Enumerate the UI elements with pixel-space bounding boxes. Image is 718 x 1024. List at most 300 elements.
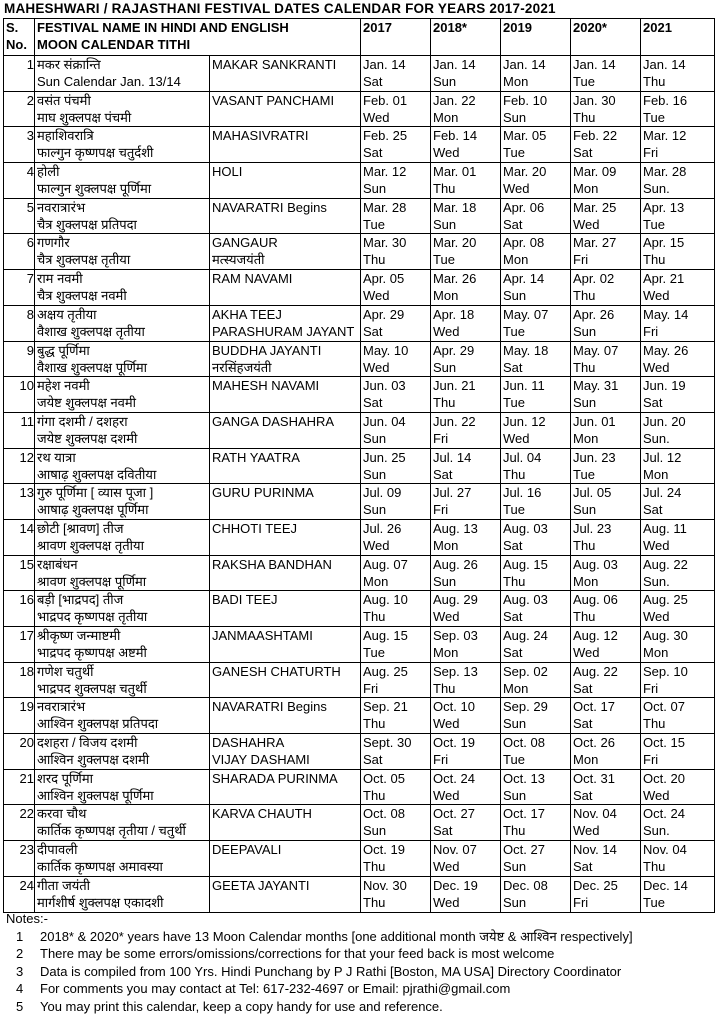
- date-cell: [431, 627, 501, 663]
- date-value: Apr. 26: [573, 306, 615, 322]
- festival-english-cell: [210, 591, 361, 627]
- festival-hindi-cell: [35, 662, 210, 698]
- festival-english-name: GANGA DASHAHRA: [212, 413, 335, 429]
- table-row: [4, 448, 715, 484]
- weekday-value: Mon: [573, 430, 599, 446]
- date-value: Apr. 08: [503, 235, 545, 251]
- date-cell: [571, 448, 641, 484]
- date-value: Aug. 15: [363, 628, 408, 643]
- date-cell: [431, 270, 501, 306]
- festival-english-name: RAKSHA BANDHAN: [212, 556, 332, 572]
- weekday-value: Sun: [503, 288, 527, 304]
- weekday-value: Fri: [643, 323, 659, 339]
- festival-hindi-cell: [35, 698, 210, 734]
- date-cell: [641, 56, 715, 92]
- weekday-value: Sun: [573, 395, 597, 411]
- weekday-value: Wed: [643, 288, 670, 304]
- date-value: Aug. 11: [643, 520, 687, 536]
- date-value: Apr. 29: [363, 306, 405, 322]
- festival-english-name: NAVARATRI Begins: [212, 199, 327, 215]
- note-number: 2: [16, 946, 24, 961]
- weekday-value: Fri: [433, 752, 449, 768]
- serial-number: 14: [4, 519, 35, 555]
- festival-english-cell: [210, 734, 361, 770]
- date-value: Jul. 05: [573, 485, 612, 501]
- date-cell: [431, 591, 501, 627]
- date-value: Oct. 27: [433, 806, 475, 822]
- date-cell: [361, 341, 431, 377]
- date-value: Jun. 23: [573, 449, 616, 465]
- date-cell: [501, 662, 571, 698]
- weekday-value: Tue: [573, 74, 595, 89]
- serial-number: 19: [4, 698, 35, 734]
- festival-english-cell: [210, 198, 361, 234]
- date-value: May. 10: [363, 342, 409, 358]
- weekday-value: Wed: [433, 894, 460, 910]
- date-cell: [431, 876, 501, 912]
- table-row: [4, 56, 715, 92]
- date-value: Mar. 01: [433, 164, 477, 180]
- weekday-value: Fri: [433, 502, 449, 518]
- festival-english-cell: [210, 127, 361, 163]
- date-cell: [431, 91, 501, 127]
- festival-hindi-name: श्रीकृष्ण जन्माष्टमी: [37, 628, 121, 643]
- date-value: Aug. 24: [503, 628, 548, 643]
- weekday-value: Sun: [503, 787, 527, 803]
- festival-english-name: MAHASIVRATRI: [212, 128, 309, 144]
- date-value: Nov. 30: [363, 877, 407, 893]
- date-cell: [361, 163, 431, 199]
- date-cell: [501, 555, 571, 591]
- table-row: [4, 591, 715, 627]
- moon-calendar-tithi: चैत्र शुक्लपक्ष तृतीया: [37, 252, 131, 268]
- moon-calendar-tithi: भाद्रपद कृष्णपक्ष तृतीया: [37, 609, 148, 625]
- date-cell: [501, 448, 571, 484]
- date-cell: [431, 56, 501, 92]
- date-value: Jan. 22: [433, 92, 476, 108]
- date-cell: [641, 448, 715, 484]
- date-cell: [501, 56, 571, 92]
- festival-hindi-name: बड़ी [भाद्रपद] तीज: [37, 592, 124, 608]
- serial-number: 16: [4, 591, 35, 627]
- date-cell: [431, 163, 501, 199]
- table-row: [4, 662, 715, 698]
- festival-alt-name: VIJAY DASHAMI: [212, 752, 310, 768]
- date-value: Oct. 19: [433, 735, 475, 751]
- date-value: May. 31: [573, 378, 619, 394]
- date-cell: [641, 341, 715, 377]
- notes-list: [6, 928, 633, 1016]
- date-cell: [361, 555, 431, 591]
- date-value: Apr. 06: [503, 199, 545, 215]
- weekday-value: Sun: [433, 359, 457, 375]
- weekday-value: Sat: [433, 466, 453, 482]
- festival-english-name: JANMAASHTAMI: [212, 628, 313, 643]
- table-row: [4, 91, 715, 127]
- date-value: Oct. 24: [433, 770, 475, 786]
- date-value: Aug. 22: [643, 556, 688, 572]
- date-value: Aug. 22: [573, 663, 618, 679]
- date-value: Jun. 04: [363, 413, 406, 429]
- festival-hindi-cell: [35, 876, 210, 912]
- date-value: Sep. 13: [433, 663, 478, 679]
- weekday-value: Sun: [573, 323, 597, 339]
- date-value: Jul. 12: [643, 449, 682, 465]
- weekday-value: Thu: [573, 359, 596, 375]
- header-row: [4, 19, 715, 56]
- serial-number: 1: [4, 56, 35, 92]
- date-cell: [571, 412, 641, 448]
- festival-hindi-name: बुद्ध पूर्णिमा: [37, 342, 90, 358]
- date-value: Apr. 21: [643, 271, 685, 287]
- weekday-value: Sat: [363, 145, 383, 161]
- moon-calendar-tithi: कार्तिक कृष्णपक्ष अमावस्या: [37, 859, 163, 875]
- festival-hindi-cell: [35, 341, 210, 377]
- weekday-value: Thu: [573, 537, 596, 553]
- date-cell: [361, 198, 431, 234]
- weekday-value: Fri: [573, 252, 589, 268]
- date-value: Aug. 12: [573, 628, 618, 643]
- date-value: Sep. 03: [433, 628, 478, 643]
- table-row: [4, 734, 715, 770]
- weekday-value: Sat: [433, 823, 453, 839]
- date-cell: [571, 734, 641, 770]
- moon-calendar-tithi: वैशाख शुक्लपक्ष तृतीया: [37, 323, 145, 339]
- table-row: [4, 270, 715, 306]
- date-value: Jan. 14: [503, 57, 546, 72]
- festival-english-name: KARVA CHAUTH: [212, 806, 312, 822]
- date-cell: [641, 234, 715, 270]
- date-value: Jul. 27: [433, 485, 472, 501]
- date-cell: [571, 56, 641, 92]
- table-row: [4, 841, 715, 877]
- note-number: 5: [16, 998, 24, 1014]
- note-number: 3: [16, 963, 24, 979]
- weekday-value: Sat: [503, 359, 523, 375]
- festival-hindi-name: महाशिवरात्रि: [37, 128, 94, 144]
- header-serial-no: S. No.: [4, 19, 35, 56]
- festival-hindi-name: नवरात्रारंभ: [37, 199, 86, 215]
- date-value: Dec. 19: [433, 877, 478, 893]
- festival-hindi-cell: [35, 234, 210, 270]
- weekday-value: Thu: [433, 181, 456, 197]
- festival-english-name: GANGAUR: [212, 235, 278, 251]
- moon-calendar-tithi: श्रावण शुक्लपक्ष पूर्णिमा: [37, 573, 147, 589]
- serial-number: 12: [4, 448, 35, 484]
- date-cell: [501, 769, 571, 805]
- festival-english-name: DEEPAVALI: [212, 842, 282, 858]
- date-cell: [431, 198, 501, 234]
- date-cell: [641, 127, 715, 163]
- moon-calendar-tithi: माघ शुक्लपक्ष पंचमी: [37, 109, 132, 125]
- festival-hindi-cell: [35, 484, 210, 520]
- weekday-value: Wed: [503, 181, 530, 197]
- festival-hindi-cell: [35, 841, 210, 877]
- festival-english-name: MAKAR SANKRANTI: [212, 57, 337, 72]
- date-value: Mar. 12: [363, 164, 407, 180]
- serial-number: 11: [4, 412, 35, 448]
- date-value: Nov. 07: [433, 842, 477, 858]
- weekday-value: Wed: [643, 787, 670, 803]
- note-text: 2018* & 2020* years have 13 Moon Calendar months [one additional month जयेष्ट & आश्विन respectively]: [40, 928, 633, 944]
- date-cell: [361, 127, 431, 163]
- date-cell: [571, 591, 641, 627]
- weekday-value: Mon: [503, 680, 529, 696]
- date-value: Feb. 10: [503, 92, 548, 108]
- date-cell: [501, 841, 571, 877]
- date-value: Jul. 23: [573, 520, 612, 536]
- weekday-value: Thu: [363, 716, 386, 732]
- festival-english-name: GANESH CHATURTH: [212, 663, 341, 679]
- moon-calendar-tithi: आषाढ़ शुक्लपक्ष पूर्णिमा: [37, 502, 149, 518]
- header-year-2019: 2019: [501, 19, 571, 56]
- weekday-value: Tue: [643, 894, 665, 910]
- date-cell: [361, 734, 431, 770]
- weekday-value: Sat: [503, 537, 523, 553]
- weekday-value: Thu: [363, 787, 386, 803]
- weekday-value: Sat: [503, 609, 523, 625]
- festival-hindi-name: वसंत पंचमी: [37, 92, 91, 108]
- festival-english-cell: [210, 555, 361, 591]
- weekday-value: Fri: [643, 680, 659, 696]
- weekday-value: Fri: [433, 430, 449, 446]
- date-value: Aug. 03: [503, 520, 548, 536]
- table-row: [4, 377, 715, 413]
- moon-calendar-tithi: आषाढ़ शुक्लपक्ष दवितीया: [37, 466, 157, 482]
- note-text: For comments you may contact at Tel: 617-232-4697 or Email: pjrathi@gmail.com: [40, 981, 511, 996]
- festival-hindi-name: दशहरा / विजय दशमी: [37, 735, 138, 751]
- date-value: May. 18: [503, 342, 549, 358]
- date-value: Aug. 06: [573, 592, 618, 608]
- moon-calendar-tithi: मार्गशीर्ष शुक्लपक्ष एकादशी: [37, 894, 164, 910]
- festival-english-cell: [210, 91, 361, 127]
- weekday-value: Wed: [573, 645, 600, 660]
- date-value: May. 26: [643, 342, 689, 358]
- festival-hindi-name: छोटी [श्रावण] तीज: [37, 520, 124, 536]
- weekday-value: Mon: [433, 109, 459, 125]
- header-year-2020: 2020*: [571, 19, 641, 56]
- serial-number: 3: [4, 127, 35, 163]
- date-value: Oct. 08: [363, 806, 405, 822]
- weekday-value: Sun: [363, 466, 387, 482]
- date-cell: [501, 198, 571, 234]
- serial-number: 8: [4, 305, 35, 341]
- festival-hindi-cell: [35, 769, 210, 805]
- date-cell: [571, 305, 641, 341]
- weekday-value: Wed: [363, 288, 390, 304]
- date-cell: [431, 841, 501, 877]
- date-cell: [361, 769, 431, 805]
- moon-calendar-tithi: भाद्रपद शुक्लपक्ष चतुर्थी: [37, 680, 147, 696]
- weekday-value: Wed: [363, 109, 390, 125]
- weekday-value: Sat: [503, 645, 523, 660]
- weekday-value: Sat: [573, 787, 593, 803]
- date-cell: [571, 769, 641, 805]
- date-value: Feb. 01: [363, 92, 408, 108]
- date-cell: [431, 341, 501, 377]
- date-cell: [431, 805, 501, 841]
- weekday-value: Thu: [573, 288, 596, 304]
- weekday-value: Sun: [503, 859, 527, 875]
- weekday-value: Mon: [503, 252, 529, 268]
- date-value: Apr. 29: [433, 342, 475, 358]
- festival-english-name: GURU PURINMA: [212, 485, 314, 501]
- weekday-value: Thu: [573, 109, 596, 125]
- header-year-2017: 2017: [361, 19, 431, 56]
- weekday-value: Thu: [503, 573, 526, 589]
- date-value: Oct. 19: [363, 842, 405, 858]
- date-value: Jun. 01: [573, 413, 616, 429]
- festival-english-cell: [210, 769, 361, 805]
- date-value: Jul. 14: [433, 449, 472, 465]
- weekday-value: Thu: [643, 716, 666, 732]
- date-value: Aug. 03: [503, 592, 548, 608]
- date-cell: [431, 448, 501, 484]
- festival-english-name: BUDDHA JAYANTI: [212, 342, 322, 358]
- festival-hindi-name: करवा चौथ: [37, 806, 87, 822]
- date-cell: [361, 270, 431, 306]
- weekday-value: Fri: [573, 894, 589, 910]
- date-cell: [571, 234, 641, 270]
- date-cell: [571, 270, 641, 306]
- weekday-value: Mon: [503, 74, 529, 89]
- serial-number: 20: [4, 734, 35, 770]
- weekday-value: Mon: [363, 573, 389, 589]
- serial-number: 18: [4, 662, 35, 698]
- festival-hindi-cell: [35, 56, 210, 92]
- date-value: Jun. 20: [643, 413, 686, 429]
- serial-number: 2: [4, 91, 35, 127]
- festival-hindi-cell: [35, 91, 210, 127]
- festival-alt-name: नरसिंहजयंती: [212, 359, 272, 375]
- date-value: Oct. 26: [573, 735, 615, 751]
- notes-label: Notes:-: [6, 911, 48, 926]
- date-cell: [361, 377, 431, 413]
- date-cell: [571, 698, 641, 734]
- weekday-value: Wed: [643, 537, 670, 553]
- serial-number: 7: [4, 270, 35, 306]
- date-value: Jun. 22: [433, 413, 476, 429]
- date-value: Mar. 20: [433, 235, 477, 251]
- date-value: Mar. 30: [363, 235, 407, 251]
- weekday-value: Wed: [643, 609, 670, 625]
- date-cell: [641, 627, 715, 663]
- date-value: Jul. 26: [363, 520, 402, 536]
- table-row: [4, 555, 715, 591]
- weekday-value: Sat: [573, 145, 593, 161]
- festival-english-cell: [210, 876, 361, 912]
- serial-number: 17: [4, 627, 35, 663]
- date-value: Dec. 08: [503, 877, 548, 893]
- date-cell: [361, 56, 431, 92]
- festival-hindi-cell: [35, 163, 210, 199]
- weekday-value: Sat: [573, 716, 593, 732]
- date-cell: [641, 555, 715, 591]
- weekday-value: Sun.: [643, 573, 670, 589]
- moon-calendar-tithi: कार्तिक कृष्णपक्ष तृतीया / चतुर्थी: [37, 823, 186, 839]
- moon-calendar-tithi: भाद्रपद कृष्णपक्ष अष्टमी: [37, 645, 147, 660]
- weekday-value: Mon: [573, 181, 599, 197]
- date-cell: [501, 591, 571, 627]
- weekday-value: Wed: [503, 430, 530, 446]
- date-cell: [571, 163, 641, 199]
- date-cell: [361, 305, 431, 341]
- festival-english-cell: [210, 270, 361, 306]
- weekday-value: Tue: [643, 109, 665, 125]
- serial-number: 22: [4, 805, 35, 841]
- date-cell: [501, 377, 571, 413]
- weekday-value: Thu: [363, 252, 386, 268]
- date-cell: [361, 591, 431, 627]
- date-value: Jun. 03: [363, 378, 406, 394]
- festival-english-cell: [210, 662, 361, 698]
- date-value: Apr. 05: [363, 271, 405, 287]
- date-value: Feb. 16: [643, 92, 688, 108]
- serial-number: 10: [4, 377, 35, 413]
- festival-english-cell: [210, 627, 361, 663]
- date-cell: [571, 555, 641, 591]
- date-value: Mar. 26: [433, 271, 477, 287]
- date-cell: [641, 377, 715, 413]
- date-cell: [501, 305, 571, 341]
- date-cell: [361, 412, 431, 448]
- weekday-value: Mon: [643, 645, 669, 660]
- date-value: Aug. 25: [643, 592, 688, 608]
- festival-hindi-cell: [35, 412, 210, 448]
- festival-hindi-cell: [35, 734, 210, 770]
- date-value: Jan. 14: [433, 57, 476, 72]
- festival-english-cell: [210, 163, 361, 199]
- date-value: Mar. 05: [503, 128, 547, 144]
- date-value: Apr. 13: [643, 199, 685, 215]
- date-cell: [501, 341, 571, 377]
- date-value: Oct. 24: [643, 806, 685, 822]
- date-value: Aug. 26: [433, 556, 478, 572]
- notes-section: [6, 910, 633, 1015]
- date-cell: [431, 698, 501, 734]
- note-text: There may be some errors/omissions/corrections for that your feed back is most welcome: [40, 946, 555, 961]
- date-value: Mar. 25: [573, 199, 617, 215]
- weekday-value: Sat: [573, 859, 593, 875]
- weekday-value: Wed: [363, 537, 390, 553]
- festival-hindi-cell: [35, 805, 210, 841]
- festival-hindi-name: गणेश चतुर्थी: [37, 663, 94, 679]
- weekday-value: Thu: [363, 859, 386, 875]
- date-cell: [361, 91, 431, 127]
- festival-hindi-name: गंगा दशमी / दशहरा: [37, 413, 128, 429]
- date-value: Feb. 22: [573, 128, 618, 144]
- date-value: Jul. 24: [643, 485, 682, 501]
- weekday-value: Fri: [643, 752, 659, 768]
- date-value: Sept. 30: [363, 735, 412, 751]
- moon-calendar-tithi: आश्विन शुक्लपक्ष पूर्णिमा: [37, 787, 154, 803]
- date-value: Oct. 07: [643, 699, 685, 715]
- date-cell: [501, 519, 571, 555]
- serial-number: 9: [4, 341, 35, 377]
- festival-english-cell: [210, 377, 361, 413]
- festival-english-name: AKHA TEEJ: [212, 306, 282, 322]
- weekday-value: Sun: [363, 823, 387, 839]
- festival-hindi-name: गुरु पूर्णिमा [ व्यास पूजा ]: [37, 485, 154, 501]
- date-cell: [361, 662, 431, 698]
- date-value: Jun. 12: [503, 413, 546, 429]
- date-value: Jan. 14: [363, 57, 406, 72]
- festival-hindi-name: गीता जयंती: [37, 877, 91, 893]
- serial-number: 6: [4, 234, 35, 270]
- festival-english-name: RATH YAATRA: [212, 449, 300, 465]
- date-value: Nov. 04: [643, 842, 687, 858]
- weekday-value: Tue: [433, 252, 455, 268]
